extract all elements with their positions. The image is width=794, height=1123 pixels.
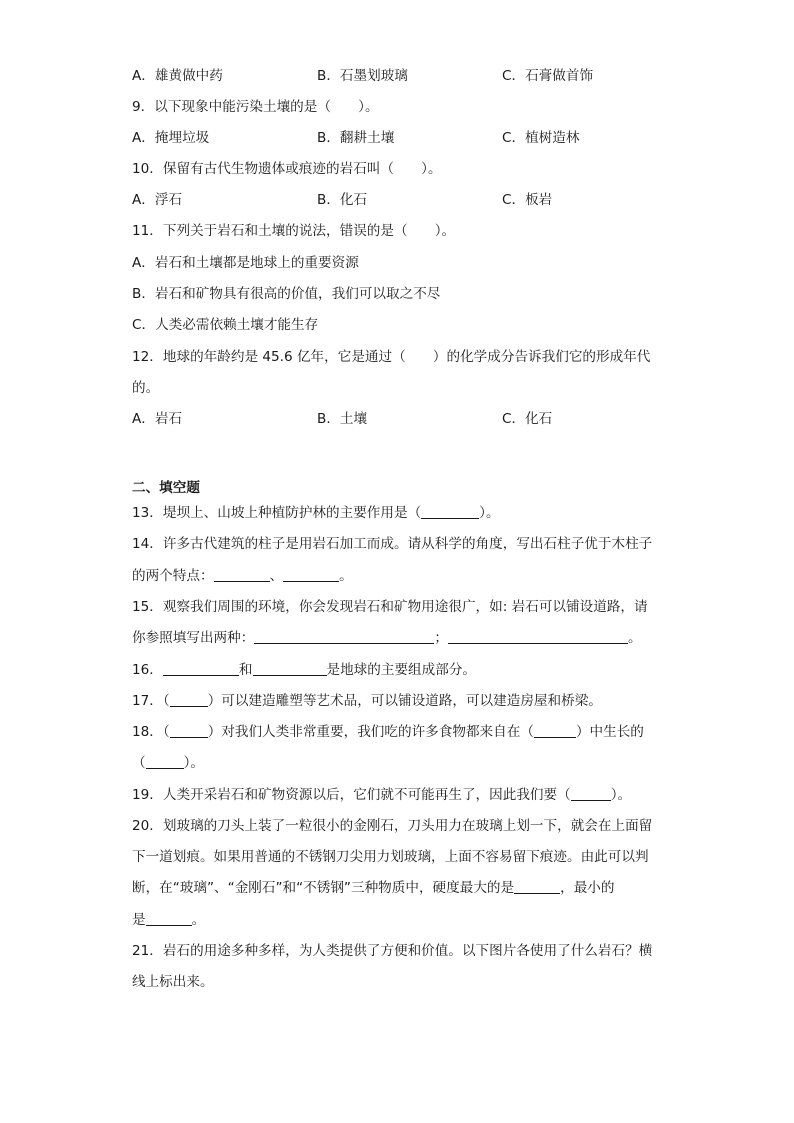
q16-text-pre: 16．	[132, 662, 163, 678]
q13-text-post: ）。	[479, 505, 500, 521]
q16-blank-2[interactable]	[253, 661, 327, 676]
q20-line3-pre: 断，在“玻璃”、“金刚石”和“不锈钢”三种物质中，硬度最大的是	[132, 880, 515, 896]
q20-line4-pre: 是	[132, 912, 146, 928]
q18-line1	[132, 722, 644, 742]
q18-text-mid: ）对我们人类非常重要，我们吃的许多食物都来自在（	[207, 724, 534, 740]
q13-text-pre: 13．堤坝上、山坡上种植防护林的主要作用是（	[132, 505, 422, 521]
q18-line2	[132, 753, 204, 773]
q12-option-a: A．岩石	[132, 411, 183, 427]
q19	[132, 785, 631, 805]
q15-line1: 15．观察我们周围的环境，你会发现岩石和矿物用途很广，如: 岩石可以铺设道路，请	[132, 599, 648, 615]
q20-line2: 下一道划痕。如果用普通的不锈钢刀尖用力划玻璃，上面不容易留下痕迹。由此可以判	[132, 849, 649, 865]
q19-text-pre: 19．人类开采岩石和矿物资源以后，它们就不可能再生了，因此我们要（	[132, 787, 571, 803]
q14-text-post: 。	[339, 568, 353, 584]
q17-text-post: ）可以建造雕塑等艺术品，可以铺设道路，可以建造房屋和桥梁。	[207, 693, 602, 709]
q8-option-c: C．石膏做首饰	[502, 68, 594, 84]
q18-line2-pre: （	[132, 755, 146, 771]
section-title-fill-blank: 二、填空题	[132, 480, 200, 496]
q15-line2	[132, 628, 642, 648]
q18-blank-3[interactable]	[146, 754, 184, 769]
q15-blank-2[interactable]	[448, 629, 628, 644]
q9-option-b: B．翻耕土壤	[317, 130, 395, 146]
q20-line4-post: 。	[191, 912, 206, 928]
q8-option-a: A．雄黄做中药	[132, 68, 223, 84]
q14-blank-1[interactable]	[214, 567, 270, 582]
q18-line2-post: ）。	[183, 755, 204, 771]
q17	[132, 691, 602, 711]
q9-stem: 9．以下现象中能污染土壤的是（ ）。	[132, 99, 379, 115]
q16-text-post: 是地球的主要组成部分。	[326, 662, 477, 678]
q16-text-mid: 和	[238, 662, 253, 678]
q14-line1: 14．许多古代建筑的柱子是用岩石加工而成。请从科学的角度，写出石柱子优于木柱子	[132, 536, 653, 552]
q11-option-a: A．岩石和土壤都是地球上的重要资源	[132, 255, 359, 271]
q14-text-pre: 的两个特点：	[132, 568, 214, 584]
q10-option-c: C．板岩	[502, 192, 553, 208]
q11-option-b: B．岩石和矿物具有很高的价值，我们可以取之不尽	[132, 286, 441, 302]
q11-stem: 11．下列关于岩石和土壤的说法，错误的是（ ）。	[132, 223, 456, 239]
q17-blank[interactable]	[170, 692, 208, 707]
q15-blank-1[interactable]	[254, 629, 434, 644]
q12-stem-line2: 的。	[132, 380, 160, 396]
q10-stem: 10．保留有古代生物遗体或痕迹的岩石叫（ ）。	[132, 161, 442, 177]
q13-blank[interactable]	[421, 504, 479, 519]
q15-text-mid: ；	[434, 630, 448, 646]
q9-option-c: C．植树造林	[502, 130, 580, 146]
q18-blank-2[interactable]	[534, 723, 576, 738]
q17-text-pre: 17．（	[132, 693, 170, 709]
q9-option-a: A．掩埋垃圾	[132, 130, 210, 146]
q12-stem-line1: 12．地球的年龄约是 45.6 亿年，它是通过（ ）的化学成分告诉我们它的形成年代	[132, 349, 651, 365]
q20-line1: 20．划玻璃的刀头上装了一粒很小的金刚石，刀头用力在玻璃上划一下，就会在上面留	[132, 818, 653, 834]
q20-blank-softest[interactable]	[146, 911, 192, 926]
q11-option-c: C．人类必需依赖土壤才能生存	[132, 317, 319, 333]
q20-line4	[132, 910, 205, 930]
q18-text-post: ）中生长的	[575, 724, 644, 740]
q12-option-b: B．土壤	[317, 411, 368, 427]
q21-line1: 21．岩石的用途多种多样，为人类提供了方便和价值。以下图片各使用了什么岩石？横	[132, 943, 653, 959]
q12-option-c: C．化石	[502, 411, 553, 427]
q16	[132, 660, 476, 680]
q21-line2: 线上标出来。	[132, 974, 214, 990]
q20-line3-post: ，最小的	[560, 880, 615, 896]
q19-text-post: ）。	[610, 787, 632, 803]
q20-line3	[132, 878, 614, 898]
q20-blank-hardest[interactable]	[514, 879, 560, 894]
q19-blank[interactable]	[571, 786, 611, 801]
q15-text-post: 。	[627, 630, 642, 646]
q14-line2	[132, 566, 353, 586]
q14-blank-2[interactable]	[283, 567, 339, 582]
q13	[132, 503, 500, 523]
q10-option-a: A．浮石	[132, 192, 183, 208]
q16-blank-1[interactable]	[163, 661, 239, 676]
q18-blank-1[interactable]	[170, 723, 208, 738]
q10-option-b: B．化石	[317, 192, 368, 208]
q8-option-b: B．石墨划玻璃	[317, 68, 408, 84]
q14-text-mid: 、	[269, 568, 284, 584]
q18-text-pre: 18．（	[132, 724, 170, 740]
q15-text-pre: 你参照填写出两种：	[132, 630, 255, 646]
